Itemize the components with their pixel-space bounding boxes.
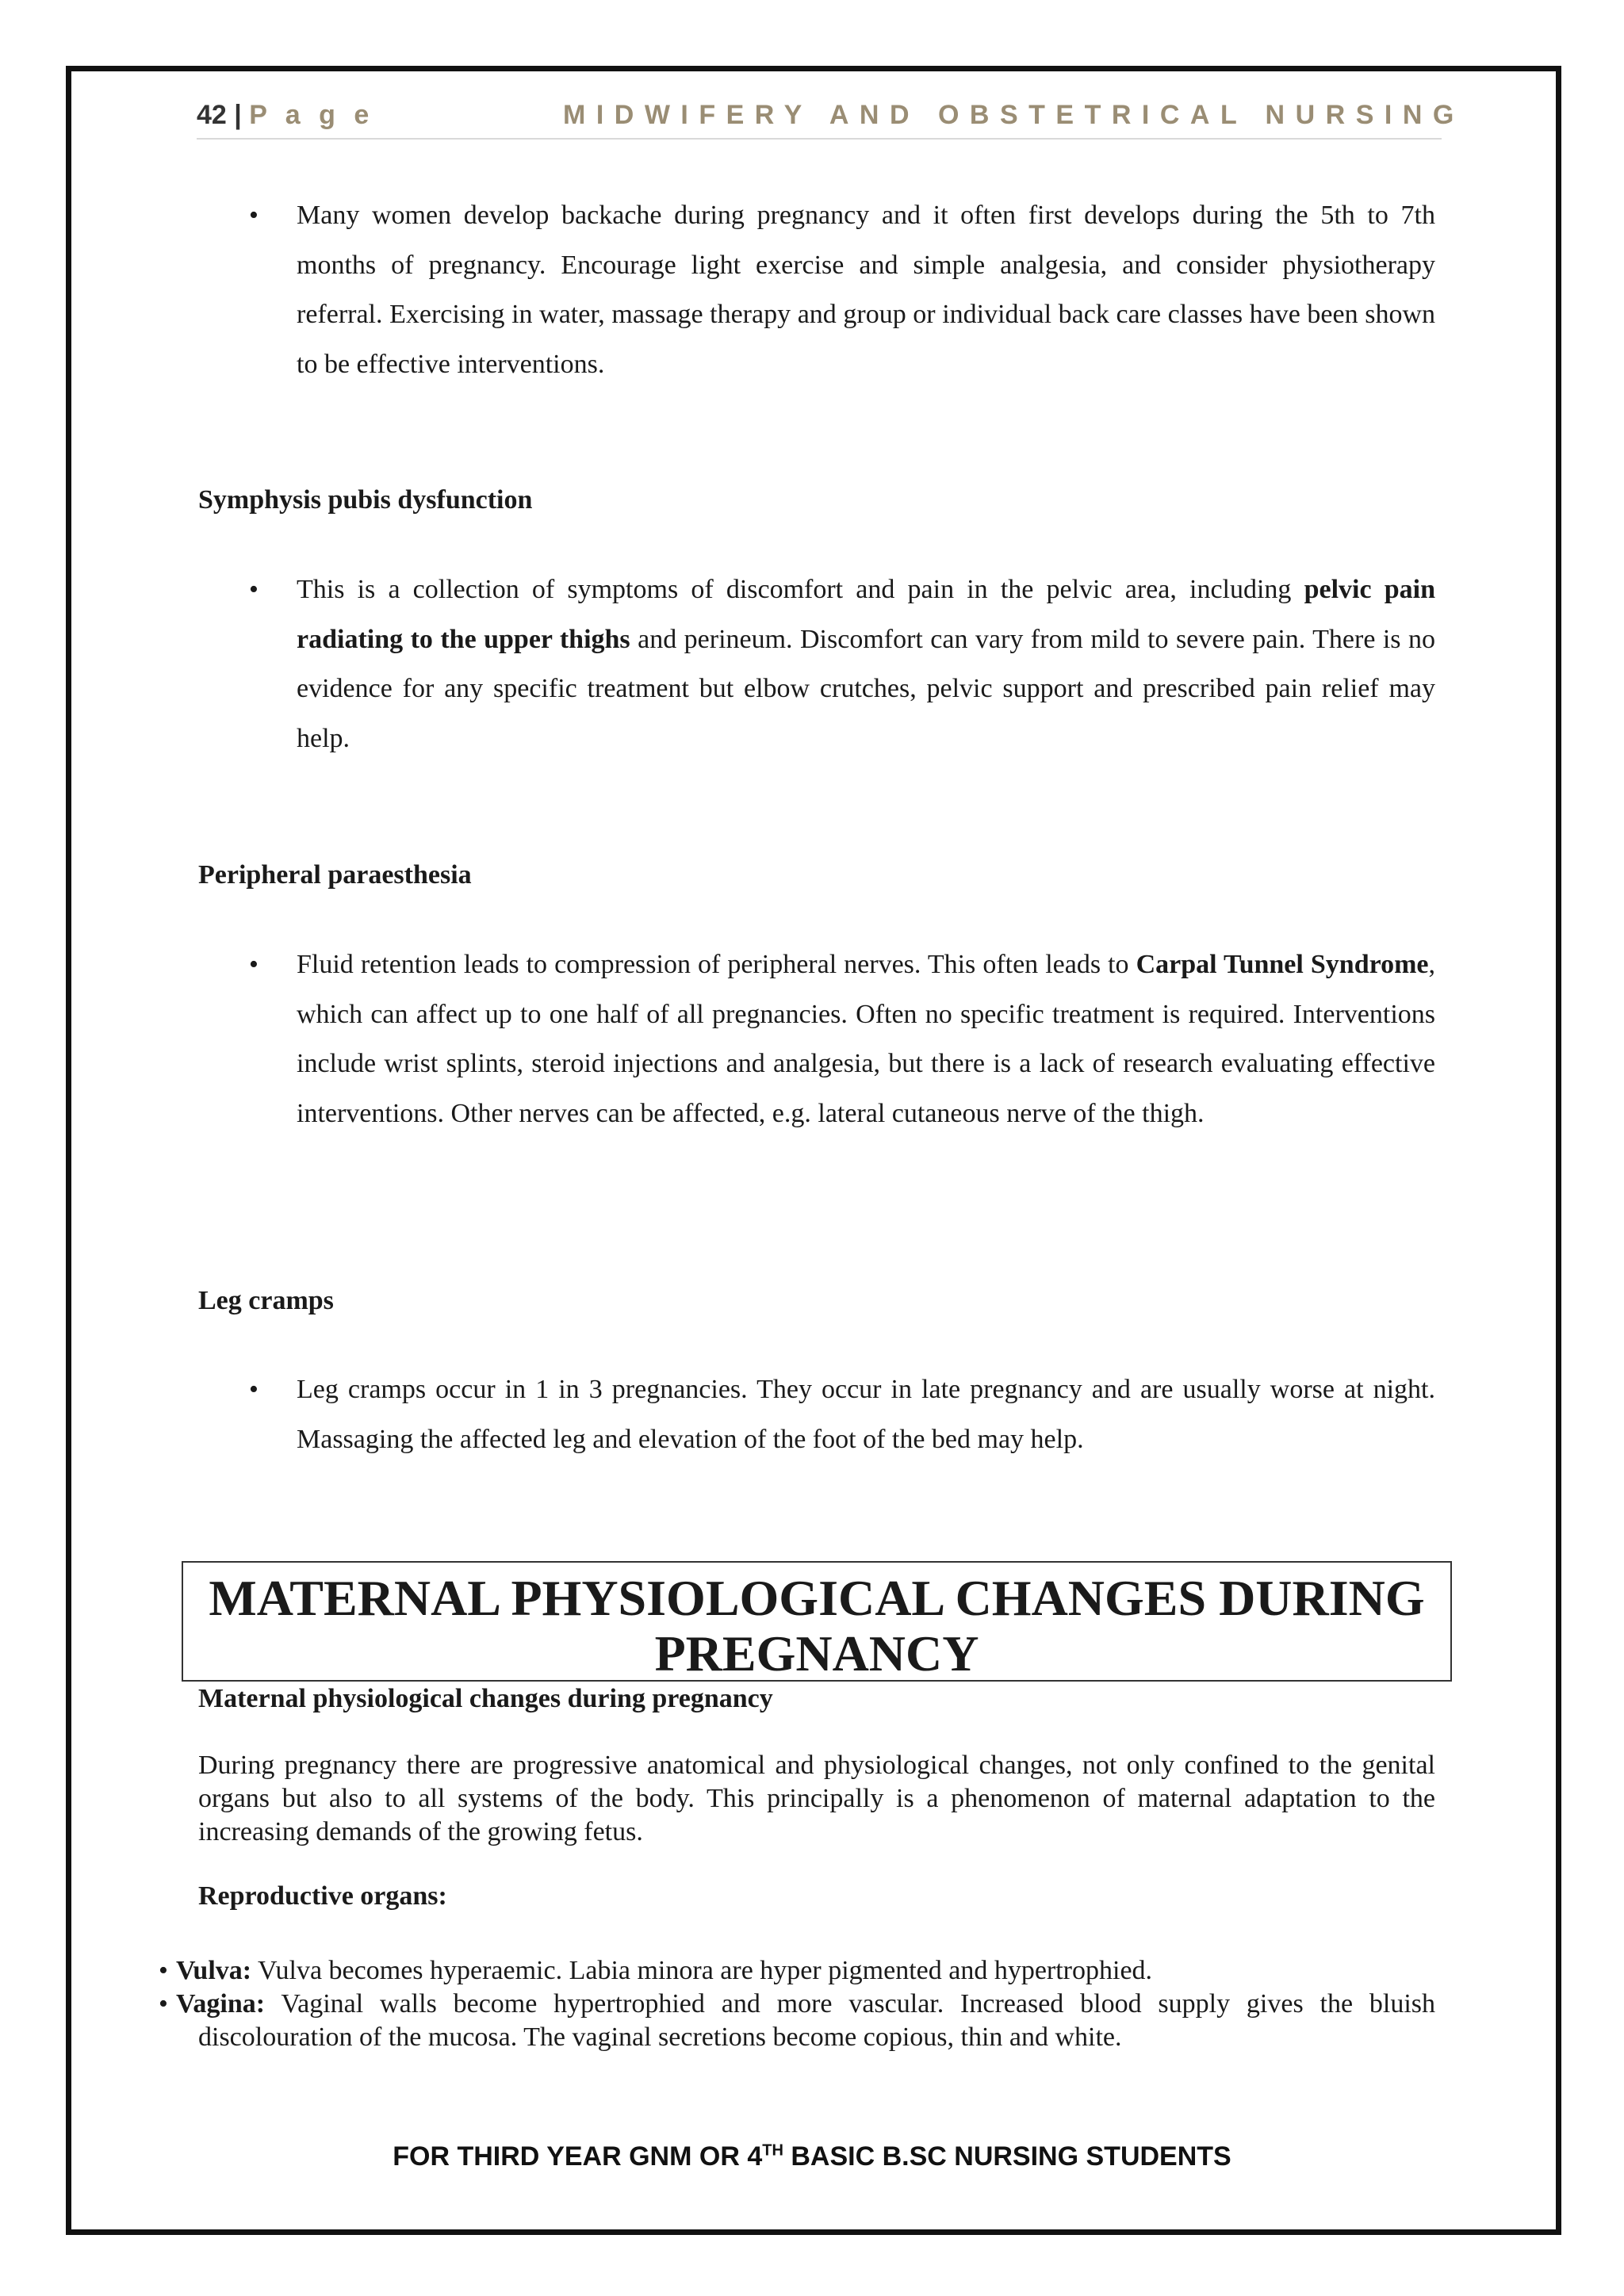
page-footer: FOR THIRD YEAR GNM OR 4TH BASIC B.SC NURSING STUDENTS [393, 2141, 1231, 2172]
reproductive-list [176, 1954, 1435, 2054]
section-title-line1: MATERNAL PHYSIOLOGICAL CHANGES DURING [209, 1570, 1425, 1626]
book-title: MIDWIFERY AND OBSTETRICAL NURSING [563, 100, 1465, 130]
cramps-heading: Leg cramps [198, 1286, 334, 1315]
list-item: • Fluid retention leads to compression of peripheral nerves. This often leads to Carpal Tunnel Syndrome, which can affect up to one half of all pregnancies. Often no specific treatment is required. Interventions include wrist splints, steroid injections and analgesia, but there is a lack of research evaluating effective interventions. Other nerves can be affected, e.g. lateral cutaneous nerve of the thigh. [297, 940, 1435, 1138]
page-header [197, 100, 1465, 140]
reproductive-heading: Reproductive organs: [198, 1881, 447, 1911]
section-title-box [182, 1561, 1452, 1682]
section-subheading: Maternal physiological changes during pregnancy [198, 1684, 773, 1713]
symphysis-list [297, 565, 1435, 763]
list-item: • Vagina: Vaginal walls become hypertrophied and more vascular. Increased blood supply gives the bluish discolouration of the mucosa. The vaginal secretions become copious, thin and white. [198, 1988, 1435, 2054]
list-item: • This is a collection of symptoms of discomfort and pain in the pelvic area, including pelvic pain radiating to the upper thighs and perineum. Discomfort can vary from mild to severe pain. There is no evidence for any specific treatment but elbow crutches, pelvic support and prescribed pain relief may help. [297, 565, 1435, 763]
backache-list [297, 191, 1435, 389]
paraesthesia-list [297, 940, 1435, 1138]
paraesthesia-heading: Peripheral paraesthesia [198, 860, 472, 890]
section-title-line2: PREGNANCY [654, 1625, 979, 1682]
list-item: • Many women develop backache during pregnancy and it often first develops during the 5th to 7th months of pregnancy. Encourage light exercise and simple analgesia, and consider physiotherapy referral. Exercising in water, massage therapy and group or individual back care classes have been shown to be effective interventions. [297, 191, 1435, 389]
list-item: • Vulva: Vulva becomes hyperaemic. Labia minora are hyper pigmented and hypertrophied. [198, 1954, 1435, 1988]
page-number-label: 42 | P a g e [197, 100, 375, 130]
list-item: • Leg cramps occur in 1 in 3 pregnancies. They occur in late pregnancy and are usually worse at night. Massaging the affected leg and elevation of the foot of the bed may help. [297, 1365, 1435, 1464]
symphysis-heading: Symphysis pubis dysfunction [198, 485, 533, 515]
cramps-list [297, 1365, 1435, 1464]
intro-paragraph: During pregnancy there are progressive anatomical and physiological changes, not only confined to the genital organs but also to all systems of the body. This principally is a phenomenon of maternal adaptation to the increasing demands of the growing fetus. [198, 1751, 1435, 1846]
